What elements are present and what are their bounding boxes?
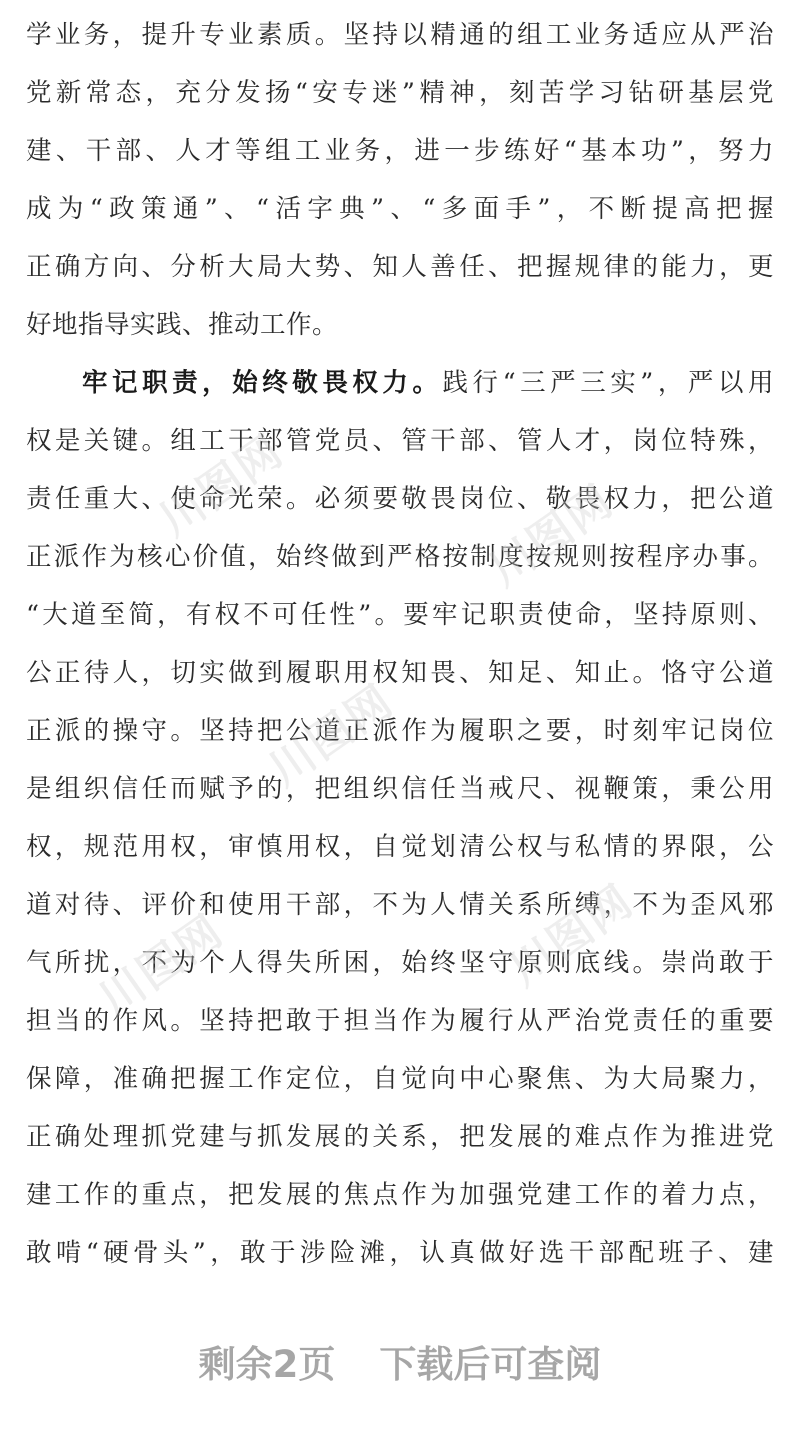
text-line: 敢啃“硬骨头”，敢于涉险滩，认真做好选干部配班子、建 bbox=[26, 1238, 774, 1268]
download-prompt bbox=[0, 1335, 800, 1395]
text-line: 党新常态，充分发扬“安专迷”精神，刻苦学习钻研基层党 bbox=[26, 78, 774, 108]
watermark: 川图网 bbox=[150, 425, 293, 547]
paragraph-first-line-text: 践行“三严三实”，严以用 bbox=[442, 368, 774, 398]
text-line: 责任重大、使命光荣。必须要敬畏岗位、敬畏权力，把公道 bbox=[26, 484, 774, 514]
text-line: 正派作为核心价值，始终做到严格按制度按规则按程序办事。 bbox=[26, 542, 774, 572]
text-line: 正派的操守。坚持把公道正派作为履职之要，时刻牢记岗位 bbox=[26, 716, 774, 746]
paragraph-heading: 牢记职责，始终敬畏权力。 bbox=[82, 368, 443, 398]
text-line: 道对待、评价和使用干部，不为人情关系所缚，不为歪风邪 bbox=[26, 890, 774, 920]
text-line: 好地指导实践、推动工作。 bbox=[26, 310, 339, 340]
watermark: 川图网 bbox=[480, 475, 623, 597]
download-to-view-label: 下载后可查阅 bbox=[379, 1343, 602, 1386]
watermark: 川图网 bbox=[90, 905, 233, 1027]
text-line: 气所扰，不为个人得失所困，始终坚守原则底线。崇尚敢于 bbox=[26, 948, 774, 978]
text-line: 成为“政策通”、“活字典”、“多面手”，不断提高把握 bbox=[26, 194, 774, 224]
remaining-pages-label: 剩余2页 bbox=[198, 1343, 336, 1386]
paragraph-first-line bbox=[26, 354, 774, 412]
text-line: 正确方向、分析大局大势、知人善任、把握规律的能力，更 bbox=[26, 252, 774, 282]
text-line: 学业务，提升专业素质。坚持以精通的组工业务适应从严治 bbox=[26, 20, 774, 50]
document-body bbox=[26, 6, 774, 1282]
text-line: 保障，准确把握工作定位，自觉向中心聚焦、为大局聚力， bbox=[26, 1064, 774, 1094]
text-line: “大道至简，有权不可任性”。要牢记职责使命，坚持原则、 bbox=[26, 600, 774, 630]
text-line: 权，规范用权，审慎用权，自觉划清公权与私情的界限，公 bbox=[26, 832, 774, 862]
watermark: 川图网 bbox=[500, 875, 643, 997]
text-line: 是组织信任而赋予的，把组织信任当戒尺、视鞭策，秉公用 bbox=[26, 774, 774, 804]
watermark: 川图网 bbox=[260, 675, 403, 797]
text-line: 建工作的重点，把发展的焦点作为加强党建工作的着力点， bbox=[26, 1180, 774, 1210]
text-line: 建、干部、人才等组工业务，进一步练好“基本功”，努力 bbox=[26, 136, 774, 166]
text-line: 担当的作风。坚持把敢于担当作为履行从严治党责任的重要 bbox=[26, 1006, 774, 1036]
text-line: 公正待人，切实做到履职用权知畏、知足、知止。恪守公道 bbox=[26, 658, 774, 688]
text-line: 权是关键。组工干部管党员、管干部、管人才，岗位特殊， bbox=[26, 426, 774, 456]
text-line: 正确处理抓党建与抓发展的关系，把发展的难点作为推进党 bbox=[26, 1122, 774, 1152]
